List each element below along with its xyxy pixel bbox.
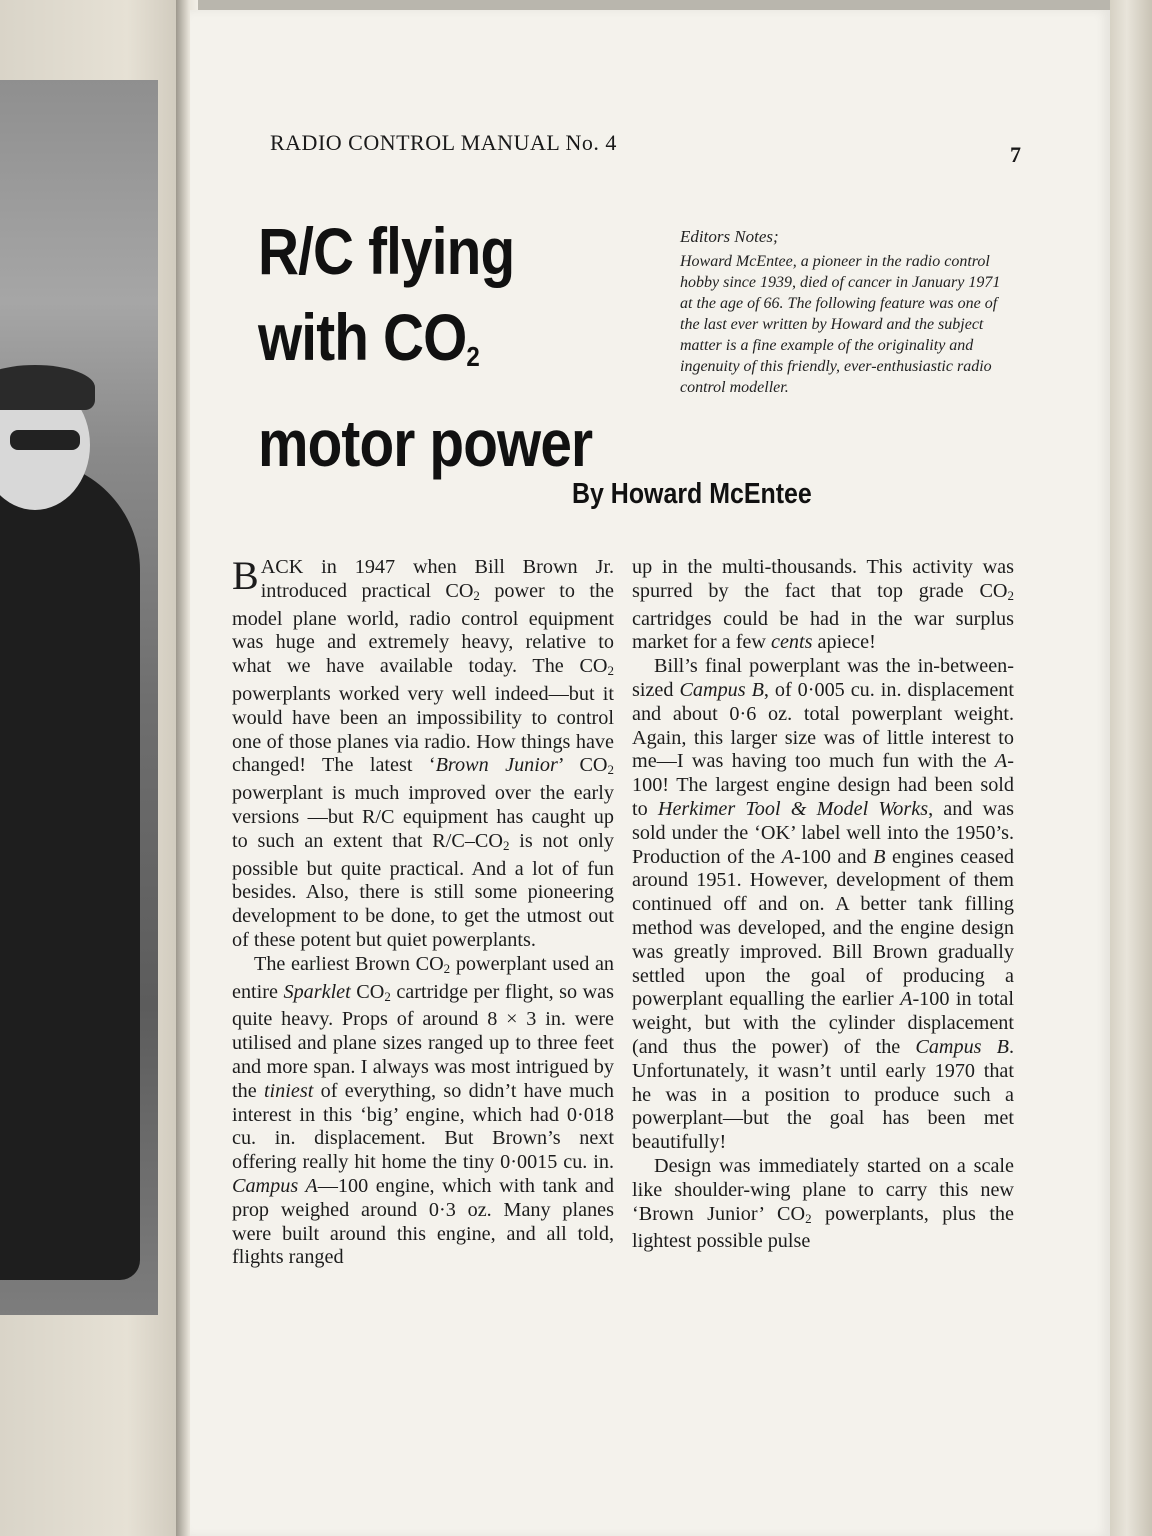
paragraph: BACK in 1947 when Bill Brown Jr. introduced practical $CO_2$ power to the model plane world, radio control equipment was huge and extremely heavy, relative to what we have available today. The $CO_2$ powerplants worked very well indeed—but it would have been an impossibility to control one of those planes via radio. How things have changed! The latest ‘Brown Junior’ $CO_2$ powerplant is much improved over the early versions —but R/C equipment has caught up to such an extent that $R/C-CO_2$ is not only possible but quite practical. And a lot of fun besides. Also, there is still some pioneering development to be done, to get the utmost out of these potent but quiet powerplants. <box>232 553 614 951</box>
page-edge <box>1110 0 1152 1536</box>
paragraph: up in the multi-thousands. This activity was spurred by the fact that top grade $CO_2$ cartridges could be had in the war surplus market for a few cents apiece! <box>632 556 1014 654</box>
facing-page <box>0 0 182 1536</box>
article-column-left <box>232 553 615 1270</box>
photo-figure <box>0 460 140 1280</box>
title-line-2: with $CO_2$ <box>258 300 480 374</box>
editors-notes <box>680 226 1010 398</box>
article-column-right <box>632 556 1014 1254</box>
article-title <box>258 208 602 486</box>
page-number: 7 <box>1010 142 1021 167</box>
photo-glasses <box>10 430 80 450</box>
title-line-3: motor power <box>258 406 593 480</box>
title-line-1: R/C flying <box>258 214 515 288</box>
running-head: RADIO CONTROL MANUAL No. 4 <box>270 130 617 155</box>
byline: By Howard McEntee <box>572 478 812 510</box>
paragraph: Design was immediately started on a scale like shoulder-wing plane to carry this new ‘Brown Junior’ $CO_2$ powerplants, plus the lightest possible pulse <box>632 1154 1014 1253</box>
paragraph: The earliest Brown $CO_2$ powerplant used an entire Sparklet $CO_2$ cartridge per flight, so was quite heavy. Props of around 8 × 3 in. were utilised and plane sizes ranged up to three feet and more span. I always was most intrigued by the tiniest of everything, so didn’t have much interest in this ‘big’ engine, which had 0·018 cu. in. displacement. But Brown’s next offering really hit home the tiny 0·0015 cu. in. Campus A—100 engine, which with tank and prop weighed around 0·3 oz. Many planes were built around this engine, and all told, flights ranged <box>232 952 615 1269</box>
photo-cap <box>0 365 95 410</box>
editors-notes-body: Howard McEntee, a pioneer in the radio control hobby since 1939, died of cancer in January 1971 at the age of 66. The following feature was one of the last ever written by Howard and the subject matter is a fine example of the originality and ingenuity of this friendly, ever-enthusiastic radio control modeller. <box>680 253 1001 396</box>
editors-notes-heading: Editors Notes; <box>680 227 779 246</box>
photograph <box>0 80 158 1315</box>
paragraph: Bill’s final powerplant was the in-between-sized Campus B, of 0·005 cu. in. displacement and about 0·6 oz. total powerplant weight. Again, this larger size was of little interest to me—I was having too much fun with the A-100! The largest engine design had been sold to Herkimer Tool & Model Works, and was sold under the ‘OK’ label well into the 1950’s. Production of the A-100 and B engines ceased around 1951. However, development of them continued off and on. A better tank filling method was developed, and the engine design was greatly improved. Bill Brown gradually settled upon the goal of producing a powerplant equalling the earlier A-100 in total weight, but with the cylinder displacement (and thus the power) of the Campus B. Unfortunately, it wasn’t until early 1970 that he was in a position to produce such a powerplant—but the goal has been met beautifully! <box>632 655 1015 1154</box>
